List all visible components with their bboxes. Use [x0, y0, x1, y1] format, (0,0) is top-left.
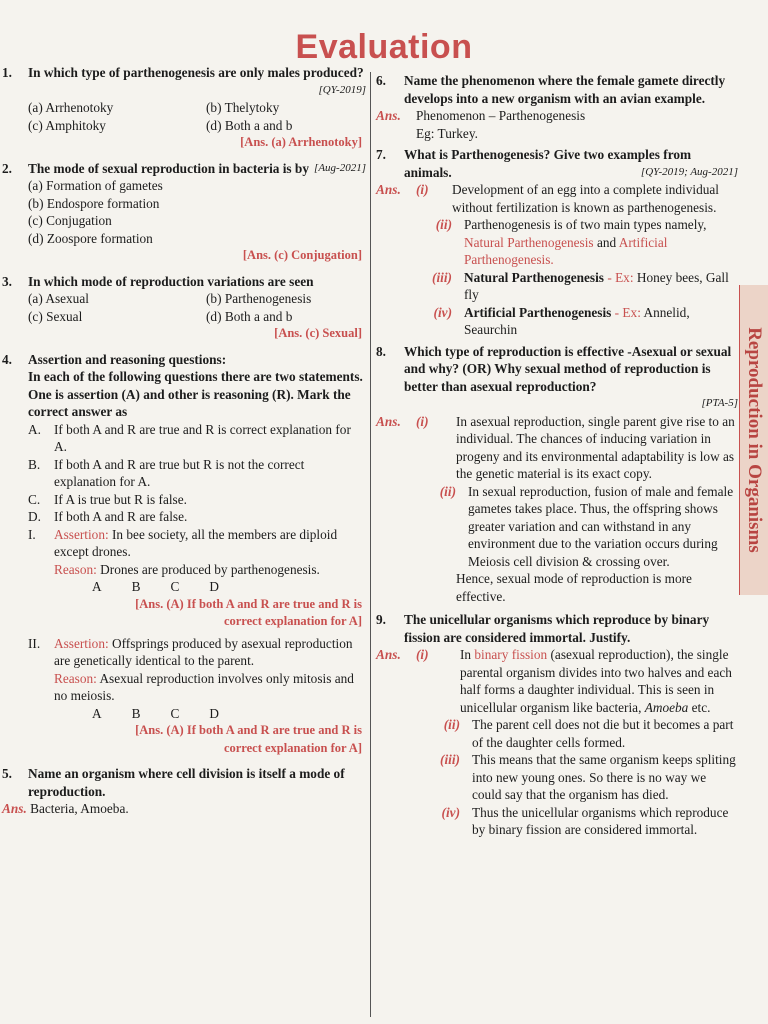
choice: A [92, 579, 102, 594]
option: (b) Endospore formation [28, 195, 160, 211]
answer-9-i [376, 646, 738, 716]
question-6 [376, 72, 738, 107]
question-number: 4. [2, 351, 12, 367]
options [2, 177, 366, 247]
question-number: 5. [2, 766, 12, 781]
option: (c) Sexual [28, 308, 83, 324]
question-8 [376, 343, 738, 413]
question-text: In which mode of reproduction variations are seen [28, 273, 314, 289]
point-text: Thus the unicellular organisms which reproduce by binary fission are considered immortal. [472, 804, 729, 837]
question-number: 9. [376, 612, 386, 627]
answer-label: Ans. [2, 801, 27, 816]
question-text: In which type of parthenogenesis are only males produced? [28, 65, 364, 80]
point-key: (iv) [433, 304, 452, 320]
point-text: The parent cell does not die but it becomes a part of the daughter cells formed. [472, 717, 734, 750]
option-key: B. [28, 456, 41, 472]
option-text: If both A and R are true but R is not the correct explanation for A. [54, 456, 305, 489]
answer-label: Ans. [376, 182, 401, 197]
option: (d) Both a and b [206, 117, 293, 133]
choice: C [170, 705, 180, 721]
point-key: (i) [416, 647, 429, 662]
option-key: D. [28, 509, 41, 524]
question-number: 7. [376, 147, 386, 162]
option: (d) Zoospore formation [28, 230, 153, 246]
question-number: 1. [2, 65, 12, 80]
answer-label: Ans. [376, 413, 401, 429]
question-2 [2, 160, 366, 178]
reason-label: Reason: [54, 670, 97, 686]
option-key: C. [28, 491, 41, 507]
question-number: 3. [2, 273, 12, 289]
answer-9-iv [376, 804, 738, 839]
bold-term: Natural Parthenogenesis [464, 269, 604, 285]
answer: [Ans. (c) Sexual] [274, 326, 362, 340]
question-text: Assertion and reasoning questions: [28, 351, 227, 367]
question-source: [PTA-5] [701, 397, 738, 409]
option: (a) Asexual [28, 291, 89, 306]
option: (c) Conjugation [28, 213, 112, 228]
question-source: [Aug-2021] [314, 161, 366, 174]
choice: B [131, 579, 141, 594]
question-number: 6. [376, 73, 386, 88]
option: (a) Arrhenotoky [28, 100, 114, 115]
answer-7-ii [376, 216, 738, 269]
point-key: (iii) [432, 269, 452, 285]
answer-label: Ans. [376, 647, 401, 662]
question-source: [QY-2019] [318, 83, 366, 96]
question-7 [376, 146, 738, 181]
answer-7-i [376, 181, 738, 216]
point-key: (iv) [441, 804, 460, 820]
choice: B [131, 705, 141, 721]
point-text: Development of an egg into a complete individual without fertilization is known as parthenogenesis. [452, 182, 719, 215]
question-text: Name an organism where cell division is itself a mode of reproduction. [28, 766, 345, 799]
left-column [2, 64, 366, 818]
point-key: (i) [416, 413, 429, 429]
italic-term: Amoeba [644, 699, 689, 715]
example-label: - Ex: [607, 269, 634, 285]
point-key: (ii) [435, 217, 452, 232]
question-text: Which type of reproduction is effective -Asexual or sexual and why? (OR) Why sexual method of reproduction is better than asexual reproduction? [404, 343, 732, 394]
point-text: Honey bees, Gall fly [464, 269, 729, 302]
question-text: What is Parthenogenesis? Give two examples from animals. [404, 147, 692, 180]
right-column [376, 72, 738, 839]
assertion-label: Assertion: [54, 635, 109, 651]
question-9 [376, 611, 738, 646]
option-text: If A is true but R is false. [54, 491, 187, 507]
item-key: II. [28, 635, 41, 651]
ar-options [2, 421, 366, 526]
point-text: In [460, 647, 472, 662]
question-4 [2, 351, 366, 369]
example-label: - Ex: [614, 304, 641, 320]
options [2, 99, 366, 134]
question-text: The mode of sexual reproduction in bacteria is by [28, 160, 309, 176]
question-1 [2, 64, 366, 99]
question-text: Name the phenomenon where the female gamete directly develops into a new organism with an avian example. [404, 73, 726, 106]
assertion-label: Assertion: [54, 526, 109, 542]
reason-label: Reason: [54, 561, 97, 577]
question-number: 8. [376, 343, 386, 359]
assertion-text: In bee society, all the members are diploid except drones. [54, 526, 338, 559]
answer-7-iii [376, 269, 738, 304]
item-key: I. [28, 526, 36, 542]
choice-letters [28, 578, 366, 596]
page-title: Evaluation [295, 28, 473, 66]
answer: [Ans. (A) If both A and R are true and R is correct explanation for A] [135, 723, 362, 755]
point-key: (ii) [443, 717, 460, 732]
answer-text: Bacteria, Amoeba. [30, 801, 129, 816]
answer-example: Eg: Turkey. [416, 125, 478, 141]
chapter-title: Reproduction in Organisms [744, 327, 765, 553]
option: (b) Thelytoky [206, 100, 280, 115]
option: (c) Amphitoky [28, 117, 106, 133]
answer [376, 107, 738, 142]
assertion-text: Offsprings produced by asexual reproduction are genetically identical to the parent. [54, 635, 353, 668]
point-text: This means that the same organism keeps spliting into new young ones. So there is no way we could say that the organism has died. [472, 752, 736, 802]
choice-letters [28, 705, 366, 723]
point-text: In asexual reproduction, single parent give rise to an individual. The chances of inducing variation in progeny and its environmental adaptability is low as the genetic material is its exact copy. [456, 413, 735, 481]
answer-text: Phenomenon – Parthenogenesis [416, 108, 586, 123]
answer: [Ans. (A) If both A and R are true and R is correct explanation for A] [135, 596, 362, 628]
chapter-side-tab [739, 285, 768, 595]
highlight-term: binary fission [474, 647, 548, 662]
point-text: etc. [691, 699, 711, 715]
answer-label: Ans. [376, 108, 401, 123]
question-text: The unicellular organisms which reproduce by binary fission are considered immortal. Justify. [404, 612, 710, 645]
column-divider [370, 72, 371, 1017]
option-key: A. [28, 421, 41, 437]
question-intro: In each of the following questions there are two statements. One is assertion (A) and other is reasoning (R). Mark the correct answer as [28, 369, 363, 419]
choice: A [92, 705, 102, 721]
answer-8-conclusion: Hence, sexual mode of reproduction is more effective. [456, 571, 692, 604]
question-source: [QY-2019; Aug-2021] [640, 165, 738, 178]
point-text: and [596, 234, 617, 250]
choice: D [209, 579, 219, 594]
options [2, 290, 366, 325]
assertion-block-1 [2, 526, 366, 631]
point-key: (i) [416, 182, 429, 197]
choice: C [170, 579, 180, 594]
reason-text: Drones are produced by parthenogenesis. [100, 561, 320, 577]
point-key: (iii) [440, 752, 460, 767]
highlight-term: Natural Parthenogenesis [464, 234, 594, 250]
question-3 [2, 273, 366, 291]
question-5 [2, 765, 366, 800]
choice: D [209, 705, 219, 721]
answer-9-ii [376, 716, 738, 751]
highlight-term: Artificial Parthenogenesis. [464, 234, 668, 267]
option: (a) Formation of gametes [28, 178, 163, 193]
answer: [Ans. (a) Arrhenotoky] [240, 135, 362, 149]
point-text: Parthenogenesis is of two main types namely, [464, 217, 707, 232]
point-key: (ii) [439, 483, 456, 499]
answer-8-ii [376, 483, 738, 571]
assertion-block-2 [2, 635, 366, 758]
option-text: If both A and R are true and R is correct explanation for A. [54, 421, 351, 454]
option: (d) Both a and b [206, 308, 293, 324]
point-text: (asexual reproduction), the single parental organism divides into two halves and each half forms a daughter individual. This is seen in unicellular organism like bacteria, [460, 647, 732, 715]
point-text: In sexual reproduction, fusion of male and female gametes takes place. Thus, the offspring shows greater variation and can withstand in any environment due to the variation occurs during Meiosis cell division & crossing over. [468, 483, 734, 569]
answer-8-i [376, 413, 738, 483]
reason-text: Asexual reproduction involves only mitosis and no meiosis. [54, 670, 354, 703]
option: (b) Parthenogenesis [206, 291, 312, 306]
answer-7-iv [376, 304, 738, 339]
question-number: 2. [2, 160, 12, 176]
option-text: If both A and R are false. [54, 509, 188, 524]
bold-term: Artificial Parthenogenesis [464, 304, 612, 320]
point-text: Annelid, Seaurchin [464, 304, 690, 337]
answer: [Ans. (c) Conjugation] [242, 248, 362, 262]
answer-9-iii [376, 751, 738, 804]
